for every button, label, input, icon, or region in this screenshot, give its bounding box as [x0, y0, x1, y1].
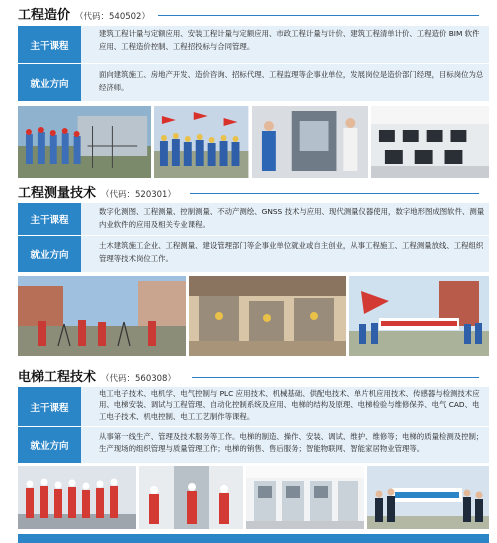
section-code: （代码：560308）	[101, 374, 176, 384]
elevator-students-photo	[18, 466, 136, 529]
photo-strip-cost	[18, 106, 489, 178]
section-title: 电梯工程技术	[18, 370, 97, 385]
career-text: 从事第一线生产、管理及技术服务等工作。电梯的制造、操作、安装、调试、维护、维修等；电梯的质量检测及控制；生产现场的组织管理与质量管理工作；电梯的销售、售后服务；智能物联网、智能家居物业管理等。	[81, 427, 489, 463]
career-text: 面向建筑施工、房地产开发、造价咨询、招标代理、工程监理等企事业单位，发展岗位是造价部门经理，目标岗位为总经济师。	[81, 64, 489, 101]
section-header-survey	[18, 182, 176, 201]
main-course-row	[18, 387, 489, 426]
career-row	[18, 427, 489, 463]
main-course-text: 建筑工程计量与定额应用、安装工程计量与定额应用、市政工程计量与计价、建筑工程清单计价、工程造价 BIM 软件应用、工程造价控制、工程招投标与合同管理。	[81, 26, 489, 63]
team-banner-photo	[349, 276, 489, 356]
section-header-elevator	[18, 366, 176, 385]
elevator-workshop-photo	[139, 466, 243, 529]
photo-strip-elevator	[18, 466, 489, 529]
career-text: 土木建筑施工企业、工程测量、建设管理部门等企事业单位就业或自主创业，从事工程施工、工程测量放线、工程组织管理等技术岗位工作。	[81, 236, 489, 272]
main-course-tag: 主干课程	[18, 26, 81, 63]
main-course-tag: 主干课程	[18, 203, 81, 235]
section-header-cost	[18, 4, 150, 23]
section-title: 工程测量技术	[18, 186, 97, 201]
career-tag: 就业方向	[18, 427, 81, 463]
photo-strip-survey	[18, 276, 489, 356]
elevator-lab-photo	[246, 466, 364, 529]
section-divider	[190, 193, 479, 194]
section-title: 工程造价	[18, 8, 71, 23]
main-course-text: 数字化测图、工程测量、控制测量、不动产测绘、GNSS 技术与应用、现代测量仪器使用，数字地形图成图软件、测量内业软件的应用及相关专业课程。	[81, 203, 489, 235]
section-divider	[158, 15, 479, 16]
construction-training-photo	[189, 276, 346, 356]
main-course-text: 电工电子技术、电机学、电气控制与 PLC 应用技术、机械基础、供配电技术、单片机应用技术、传感器与检测技术应用、电梯安装、调试与工程管理、自动化控制系统及应用、电梯的结构及原理、电梯检验与维修保养、电气 CAD、电工电子技术、机电控制、电工工艺制作等课程。	[81, 387, 489, 426]
next-section-bar	[18, 534, 489, 543]
flag-team-photo	[154, 106, 248, 178]
main-course-row	[18, 26, 489, 63]
career-tag: 就业方向	[18, 236, 81, 272]
section-code: （代码：520301）	[101, 190, 176, 200]
main-course-row	[18, 203, 489, 235]
computer-lab-photo	[371, 106, 489, 178]
field-survey-photo	[18, 276, 186, 356]
main-course-tag: 主干课程	[18, 387, 81, 426]
career-tag: 就业方向	[18, 64, 81, 101]
career-row	[18, 236, 489, 272]
lab-testing-photo	[252, 106, 368, 178]
section-divider	[192, 377, 479, 378]
section-code: （代码：540502）	[75, 12, 150, 22]
students-construction-photo	[18, 106, 151, 178]
graduates-banner-photo	[367, 466, 489, 529]
career-row	[18, 64, 489, 101]
